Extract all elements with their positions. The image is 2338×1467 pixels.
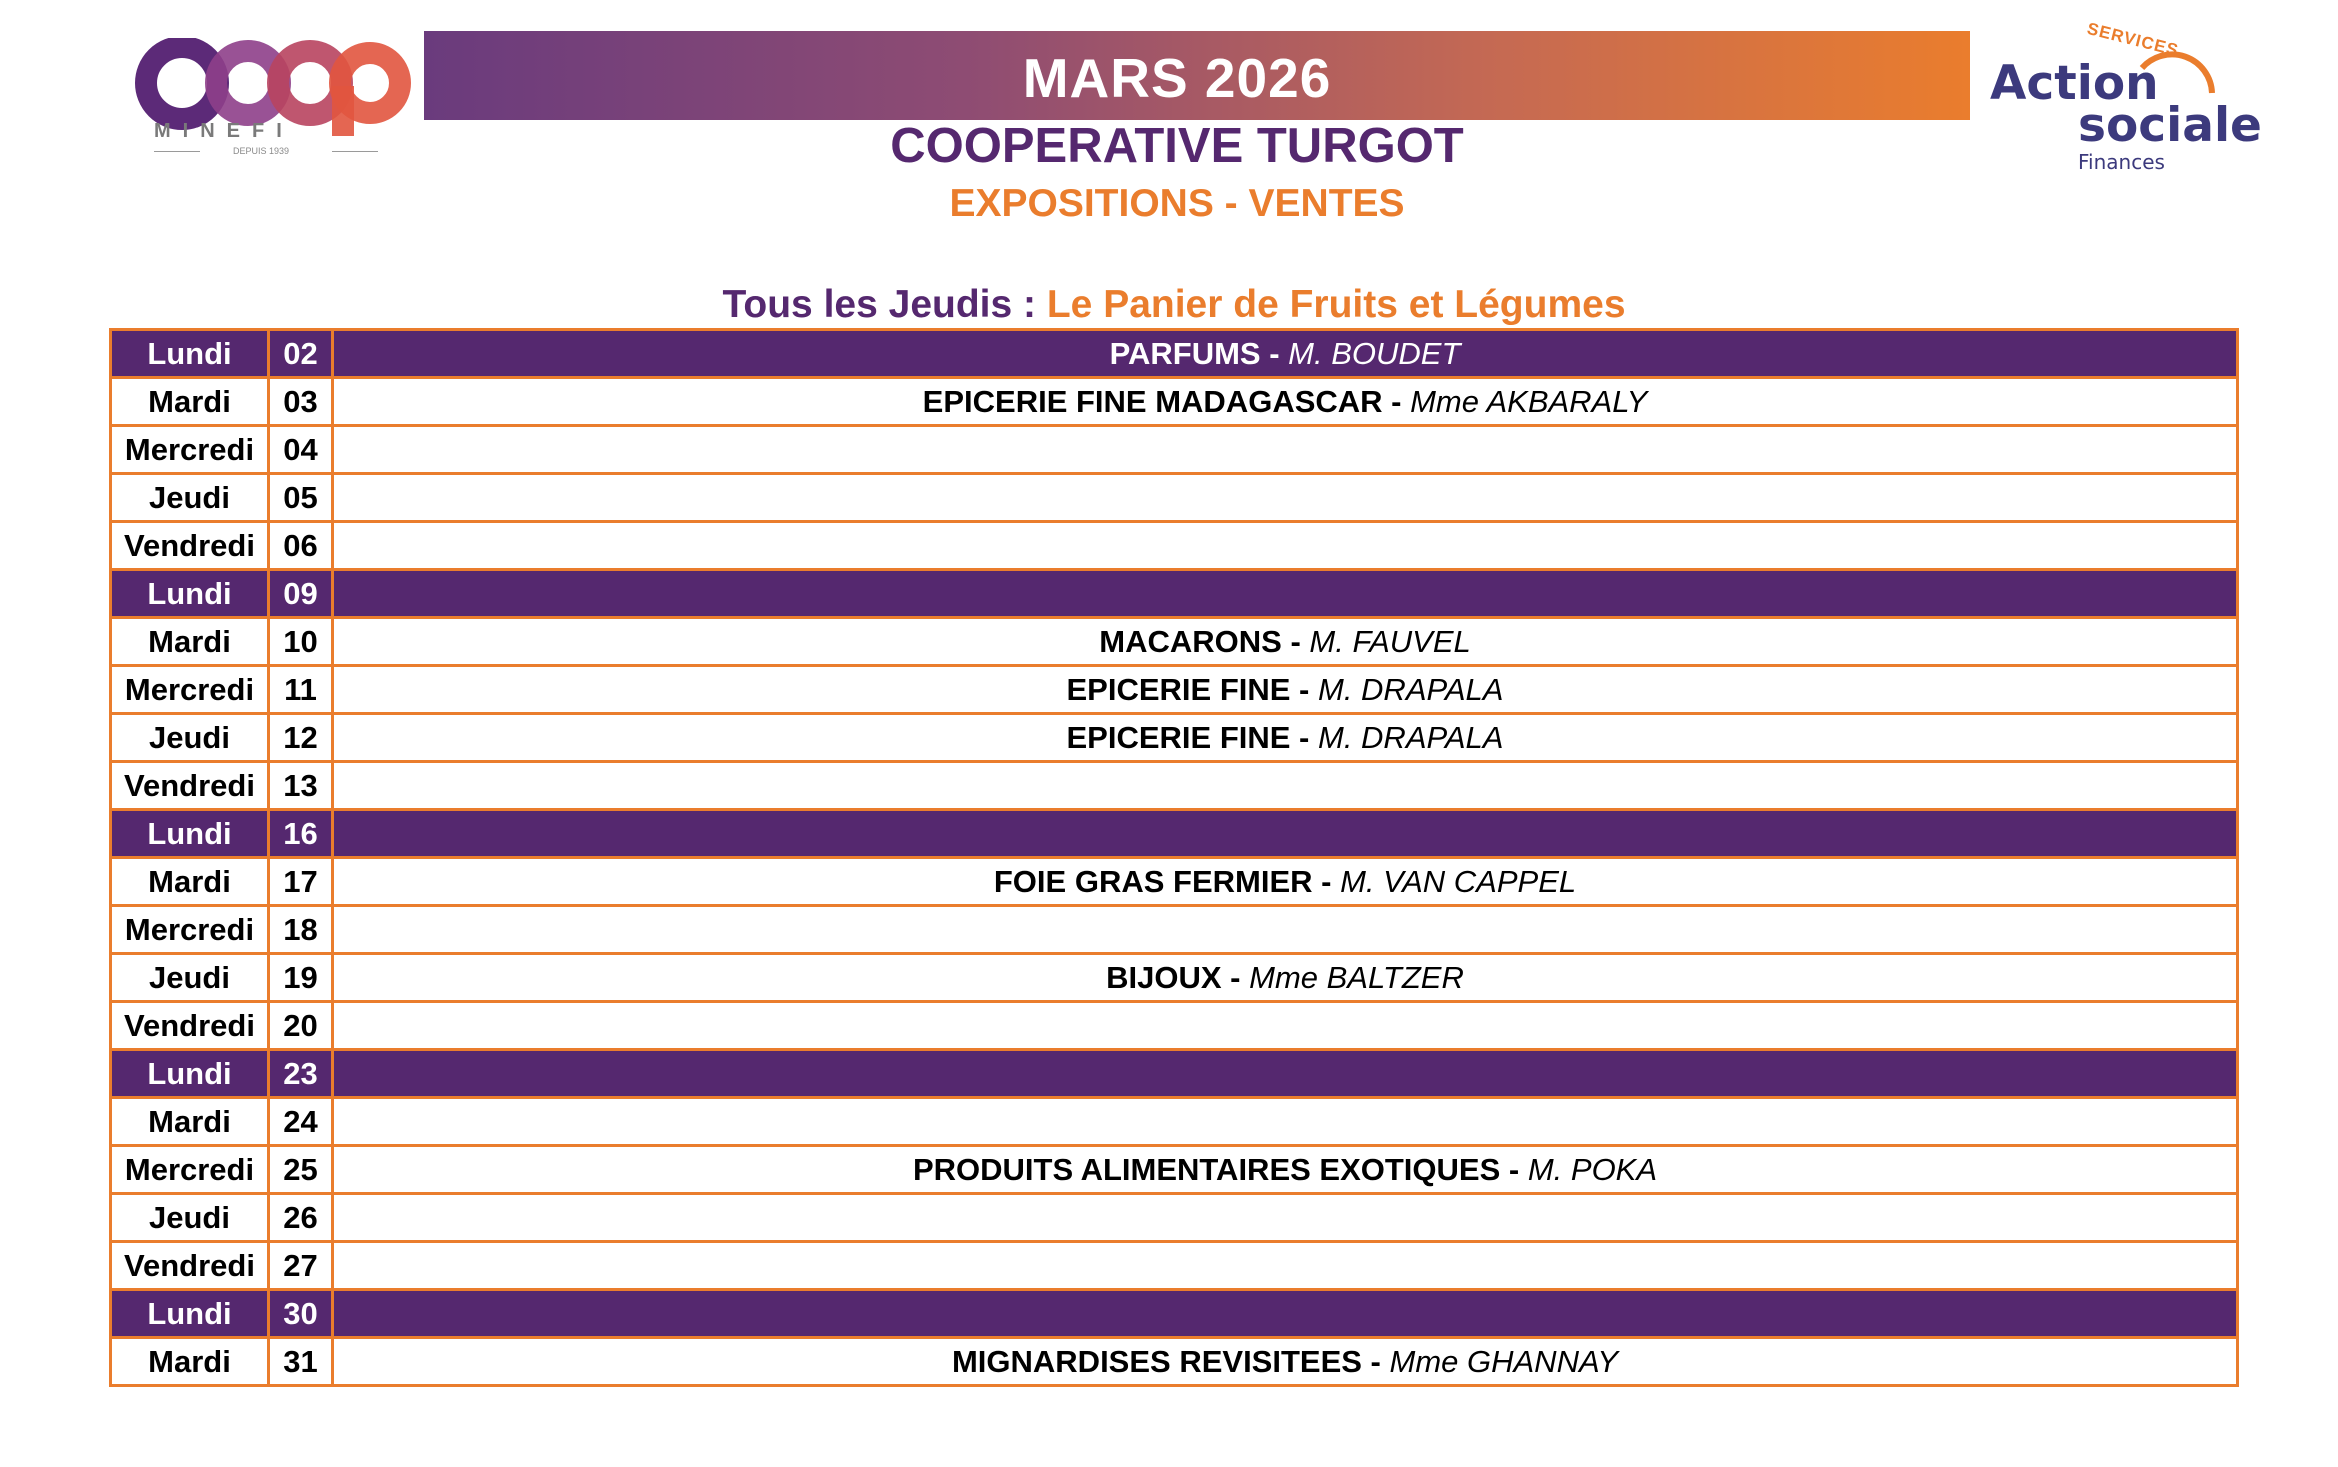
day-name-cell: Lundi: [111, 810, 269, 858]
schedule-row: [111, 810, 2238, 858]
date-cell: 30: [269, 1290, 333, 1338]
date-cell: 24: [269, 1098, 333, 1146]
event-cell: [333, 762, 2238, 810]
event-title: BIJOUX: [1106, 959, 1222, 995]
event-cell: [333, 1290, 2238, 1338]
schedule-row: [111, 714, 2238, 762]
date-cell: 11: [269, 666, 333, 714]
day-name-cell: Lundi: [111, 1290, 269, 1338]
day-name-cell: Mercredi: [111, 1146, 269, 1194]
day-name-cell: Jeudi: [111, 954, 269, 1002]
schedule-table: [109, 328, 2239, 1387]
month-title: MARS 2026: [1022, 47, 1332, 109]
schedule-row: [111, 858, 2238, 906]
date-cell: 03: [269, 378, 333, 426]
day-name-cell: Jeudi: [111, 474, 269, 522]
date-cell: 31: [269, 1338, 333, 1386]
date-cell: 27: [269, 1242, 333, 1290]
date-cell: 19: [269, 954, 333, 1002]
event-title: MIGNARDISES REVISITEES: [951, 1343, 1362, 1379]
event-separator: -: [1312, 863, 1341, 899]
event-separator: -: [1361, 1343, 1390, 1379]
day-name-cell: Vendredi: [111, 1242, 269, 1290]
event-title: PARFUMS: [1109, 335, 1261, 371]
day-name-cell: Mardi: [111, 378, 269, 426]
schedule-row: [111, 378, 2238, 426]
day-name-cell: Mercredi: [111, 666, 269, 714]
day-name-cell: Jeudi: [111, 1194, 269, 1242]
event-cell: [333, 330, 2238, 378]
day-name-cell: Mardi: [111, 858, 269, 906]
weekly-note-value: Le Panier de Fruits et Légumes: [1046, 283, 1626, 326]
weekly-note-label: Tous les Jeudis :: [722, 283, 1047, 326]
event-separator: -: [1221, 959, 1250, 995]
day-name-cell: Lundi: [111, 1050, 269, 1098]
date-cell: 09: [269, 570, 333, 618]
day-name-cell: Mardi: [111, 1098, 269, 1146]
event-title: EPICERIE FINE: [1066, 671, 1291, 707]
schedule-row: [111, 330, 2238, 378]
date-cell: 06: [269, 522, 333, 570]
schedule-row: [111, 522, 2238, 570]
date-cell: 05: [269, 474, 333, 522]
date-cell: 20: [269, 1002, 333, 1050]
event-cell: [333, 426, 2238, 474]
event-cell: [333, 618, 2238, 666]
event-title: MACARONS: [1099, 623, 1282, 659]
event-cell: [333, 1338, 2238, 1386]
date-cell: 26: [269, 1194, 333, 1242]
schedule-row: [111, 618, 2238, 666]
action-sociale-line1: Action: [1990, 56, 2159, 111]
event-cell: [333, 1146, 2238, 1194]
schedule-row: [111, 1194, 2238, 1242]
schedule-row: [111, 1002, 2238, 1050]
event-title: PRODUITS ALIMENTAIRES EXOTIQUES: [912, 1151, 1501, 1187]
date-cell: 16: [269, 810, 333, 858]
event-exhibitor: Mme AKBARALY: [1410, 383, 1648, 419]
date-cell: 12: [269, 714, 333, 762]
event-separator: -: [1382, 383, 1411, 419]
day-name-cell: Lundi: [111, 570, 269, 618]
event-exhibitor: M. FAUVEL: [1309, 623, 1471, 659]
schedule-row: [111, 1050, 2238, 1098]
date-cell: 17: [269, 858, 333, 906]
schedule-row: [111, 1290, 2238, 1338]
date-cell: 04: [269, 426, 333, 474]
date-cell: 13: [269, 762, 333, 810]
event-exhibitor: M. POKA: [1527, 1151, 1658, 1187]
event-cell: [333, 1242, 2238, 1290]
event-separator: -: [1500, 1151, 1528, 1187]
event-separator: -: [1290, 719, 1318, 755]
schedule-row: [111, 570, 2238, 618]
schedule-row: [111, 1338, 2238, 1386]
coop-divider-left: [154, 151, 200, 152]
action-sociale-line3: Finances: [2078, 150, 2165, 174]
event-exhibitor: M. BOUDET: [1288, 335, 1461, 371]
day-name-cell: Mercredi: [111, 906, 269, 954]
day-name-cell: Vendredi: [111, 522, 269, 570]
day-name-cell: Lundi: [111, 330, 269, 378]
event-cell: [333, 954, 2238, 1002]
event-exhibitor: Mme BALTZER: [1249, 959, 1464, 995]
coop-sub-label: MINEFI: [154, 120, 294, 142]
schedule-row: [111, 474, 2238, 522]
schedule-row: [111, 954, 2238, 1002]
event-title: EPICERIE FINE MADAGASCAR: [922, 383, 1383, 419]
date-cell: 10: [269, 618, 333, 666]
event-cell: [333, 378, 2238, 426]
event-cell: [333, 522, 2238, 570]
event-cell: [333, 714, 2238, 762]
schedule-row: [111, 906, 2238, 954]
day-name-cell: Mardi: [111, 618, 269, 666]
event-title: FOIE GRAS FERMIER: [993, 863, 1313, 899]
action-sociale-logo: [1990, 18, 2262, 176]
schedule-row: [111, 1146, 2238, 1194]
event-separator: -: [1281, 623, 1310, 659]
coop-since-label: DEPUIS 1939: [232, 146, 290, 156]
day-name-cell: Vendredi: [111, 1002, 269, 1050]
schedule-row: [111, 1098, 2238, 1146]
event-title: EPICERIE FINE: [1066, 719, 1291, 755]
action-sociale-line2: sociale: [2078, 98, 2262, 153]
event-cell: [333, 666, 2238, 714]
event-exhibitor: M. DRAPALA: [1318, 671, 1504, 707]
event-cell: [333, 1194, 2238, 1242]
event-cell: [333, 474, 2238, 522]
action-sociale-services-label: SERVICES: [2085, 18, 2181, 61]
day-name-cell: Mercredi: [111, 426, 269, 474]
event-exhibitor: Mme GHANNAY: [1389, 1343, 1619, 1379]
coop-divider-right: [332, 151, 378, 152]
event-type-subtitle: EXPOSITIONS - VENTES: [949, 182, 1405, 225]
event-cell: [333, 1098, 2238, 1146]
day-name-cell: Jeudi: [111, 714, 269, 762]
event-exhibitor: M. DRAPALA: [1318, 719, 1504, 755]
date-cell: 02: [269, 330, 333, 378]
schedule-row: [111, 426, 2238, 474]
weekly-note: [110, 283, 2238, 327]
schedule-row: [111, 1242, 2238, 1290]
date-cell: 25: [269, 1146, 333, 1194]
day-name-cell: Vendredi: [111, 762, 269, 810]
coop-minefi-logo: [132, 38, 414, 168]
event-cell: [333, 810, 2238, 858]
event-cell: [333, 1002, 2238, 1050]
event-cell: [333, 570, 2238, 618]
date-cell: 18: [269, 906, 333, 954]
schedule-body: [111, 330, 2238, 1386]
event-exhibitor: M. VAN CAPPEL: [1340, 863, 1577, 899]
event-cell: [333, 1050, 2238, 1098]
event-cell: [333, 858, 2238, 906]
event-cell: [333, 906, 2238, 954]
schedule-row: [111, 762, 2238, 810]
schedule-row: [111, 666, 2238, 714]
event-separator: -: [1260, 335, 1289, 371]
event-separator: -: [1290, 671, 1318, 707]
date-cell: 23: [269, 1050, 333, 1098]
day-name-cell: Mardi: [111, 1338, 269, 1386]
organization-title: COOPERATIVE TURGOT: [890, 119, 1464, 173]
